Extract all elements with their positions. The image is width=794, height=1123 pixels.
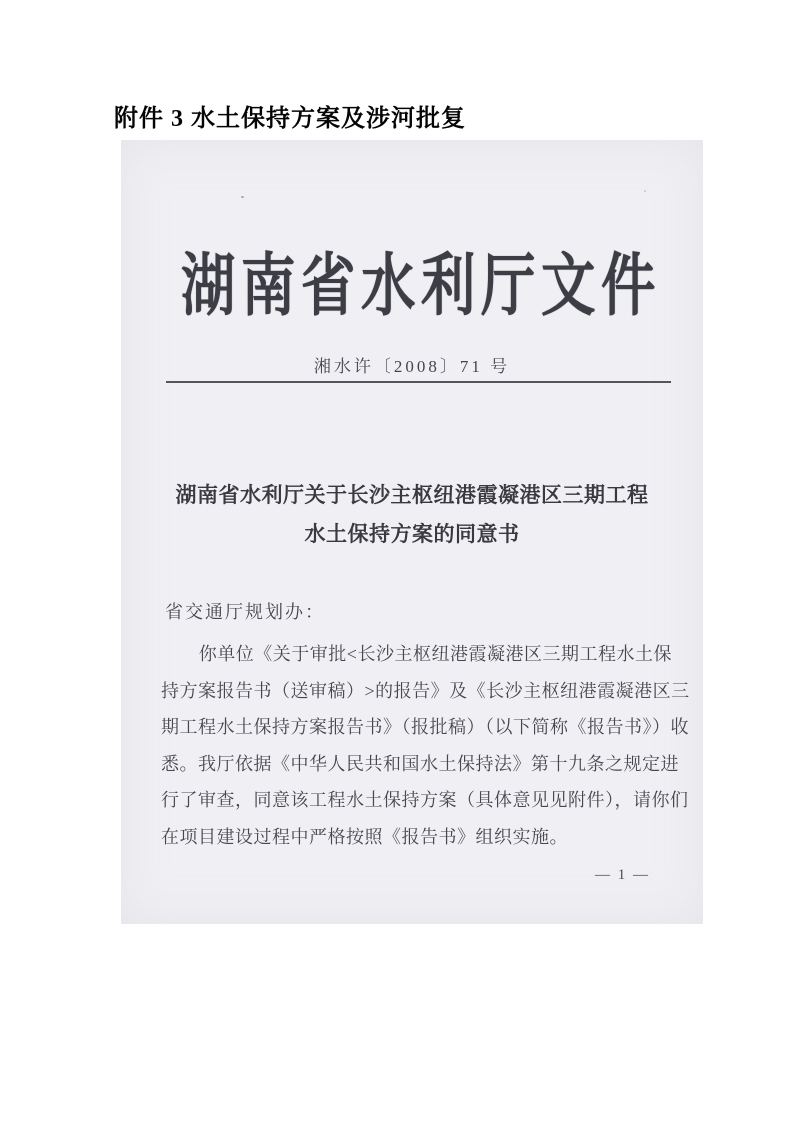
- body-line: 期工程水土保持方案报告书》（报批稿）（以下简称《报告书》）收: [161, 717, 689, 738]
- agency-masthead-text: 湖南省水利厅文件: [181, 248, 662, 324]
- body-line: 在项目建设过程中严格按照《报告书》组织实施。: [161, 826, 568, 847]
- body-line: 持方案报告书（送审稿）>的报告》及《长沙主枢纽港霞凝港区三: [161, 680, 690, 701]
- scan-dust-speck: [241, 196, 244, 198]
- subject-line-1: 湖南省水利厅关于长沙主枢纽港霞凝港区三期工程: [175, 483, 649, 507]
- body-line: 你单位《关于审批<长沙主枢纽港霞凝港区三期工程水土保: [198, 644, 672, 664]
- masthead-divider-line: [166, 381, 671, 383]
- letter-body: [161, 636, 690, 856]
- page-number: — 1 —: [595, 867, 650, 883]
- document-number: 湘水许〔2008〕71 号: [313, 357, 511, 376]
- subject-line-2: 水土保持方案的同意书: [304, 522, 520, 546]
- agency-masthead: [121, 232, 703, 329]
- addressee-line: 省交通厅规划办：: [165, 602, 325, 622]
- body-line: 行了审查，同意该工程水土保持方案（具体意见见附件），请你们: [161, 790, 689, 811]
- attachment-heading: 附件 3 水土保持方案及涉河批复: [114, 106, 466, 132]
- scan-dust-speck: [644, 190, 646, 192]
- body-line: 悉。我厅依据《中华人民共和国水土保持法》第十九条之规定进: [161, 753, 679, 774]
- scanned-official-letter: [121, 140, 703, 924]
- document-subject: [121, 476, 703, 554]
